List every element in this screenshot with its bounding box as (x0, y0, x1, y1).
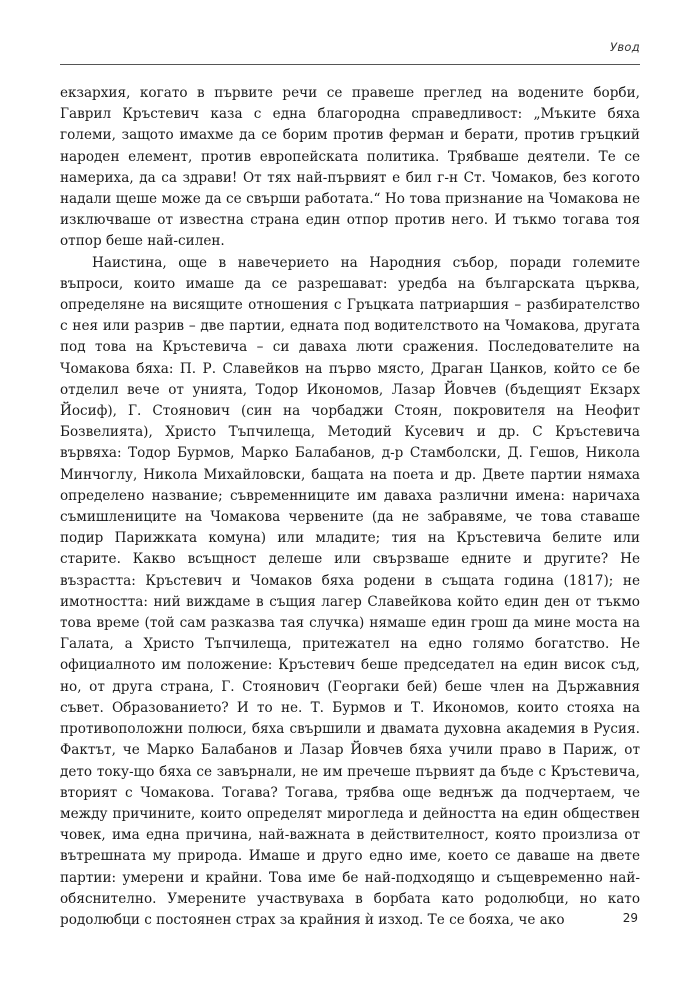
body-text (60, 83, 640, 931)
paragraph-continued: екзархия, когато в първите речи се правеше преглед на водените борби, Гаврил Кръстевич каза с една благородна справедливост: „Мъките бяха големи, защото имахме да се борим против ферман и берати, против гръцкий народен елемент, против европейската политика. Трябваше деятели. Те се намериха, да са здрави! От тях най-първият е бил г-н Ст. Чомаков, без когото надали щеше може да се свърши работата.“ Но това признание на Чомакова не изключваше от известна страна един отпор против него. И тъкмо тогава тоя отпор беше най-силен. (60, 85, 640, 250)
running-head-title: Увод (610, 40, 640, 54)
header-rule-divider (60, 64, 640, 65)
page-number: 29 (622, 911, 638, 925)
paragraph: Наистина, още в навечерието на Народния събор, поради големите въпроси, които имаше да се разрешават: уредба на българската църква, определяне на висящите отношения с Гръцката патриаршия – разбирателство с нея или разрив – две партии, едната под водителството на Чомакова, другата под това на Кръстевича – си даваха люти сражения. Последователите на Чомакова бяха: П. Р. Славейков на първо място, Драган Цанков, който се бе отделил вече от унията, Тодор Икономов, Лазар Йовчев (бъдещият Екзарх Йосиф), Г. Стоянович (син на чорбаджи Стоян, покровителя на Неофит Бозвелията), Христо Тъпчилеща, Методий Кусевич и др. С Кръстевича вървяха: Тодор Бурмов, Марко Балабанов, д-р Стамболски, Д. Гешов, Никола Минчоглу, Никола Михайловски, бащата на поета и др. Двете партии нямаха определено название; съвременниците им даваха различни имена: наричаха съмишлениците на Чомакова червените (да не забравяме, че това ставаше подир Парижката комуна) или младите; тия на Кръстевича белите или старите. Какво всъщност делеше или свързваше едните и другите? Не възрастта: Кръстевич и Чомаков бяха родени в същата година (1817); не имотността: ний виждаме в същия лагер Славейкова който един ден от тъкмо това време (той сам разказва тая случка) нямаше един грош да мине моста на Галата, а Христо Тъпчилеща, притежател на едно голямо богатство. Не официалното им положение: Кръстевич беше председател на един висок съд, но, от друга страна, Г. Стоянович (Георгаки бей) беше член на Държавния съвет. Образованието? И то не. Т. Бурмов и Т. Икономов, които стояха на противоположни полюси, бяха свършили и двамата духовна академия в Русия. Фактът, че Марко Балабанов и Лазар Йовчев бяха учили право в Париж, от дето току-що бяха се завърнали, не им пречеше първият да бъде с Кръстевича, вторият с Чомакова. Тогава? Тогава, трябва още веднъж да подчертаем, че между причините, които определят мирогледа и дейността на един обществен човек, има една причина, най-важната в действителност, която произлиза от вътрешната му природа. Имаше и друго едно име, което се даваше на двете партии: умерени и крайни. Това име бе най-подходящо и същевременно най-обяснително. Умерените участвуваха в борбата като родолюбци, но като родолюбци с постоянен страх за крайния ѝ изход. Те се бояха, че ако (60, 254, 640, 928)
